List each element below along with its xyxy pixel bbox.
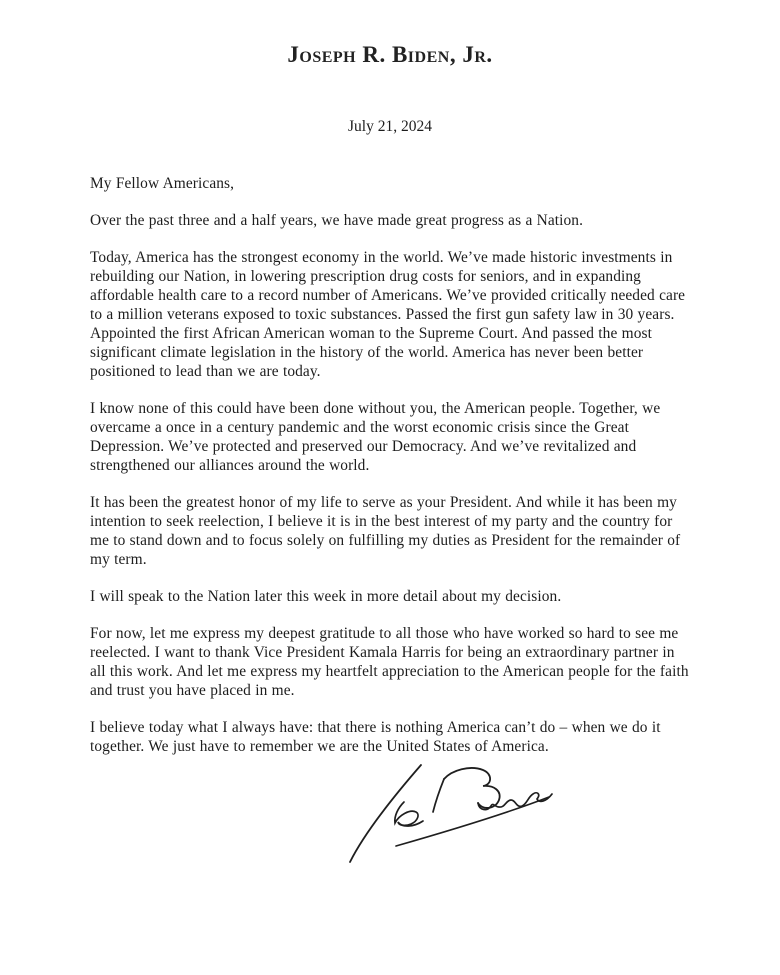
letterhead-name: Joseph R. Biden, Jr. [287,42,493,67]
paragraph-accomplishments: Today, America has the strongest economy in the world. We’ve made historic investments in rebuilding our Nation, in lowering prescription drug costs for seniors, and in expanding affordable health care to a record number of Americans. We’ve provided critically needed care to a million veterans exposed to toxic substances. Passed the first gun safety law in 30 years. Appointed the first African American woman to the Supreme Court. And passed the most significant climate legislation in the history of the world. America has never been better positioned to lead than we are today. [90,249,686,380]
paragraph-stand-down: It has been the greatest honor of my life to serve as your President. And while it has been my intention to seek reelection, I believe it is in the best interest of my party and the country for me to stand down and to focus solely on fulfilling my duties as President for the remainder of my term. [90,494,681,568]
paragraph-gratitude: For now, let me express my deepest gratitude to all those who have worked so hard to see me reelected. I want to thank Vice President Kamala Harris for being an extraordinary partner in all this work. And let me express my heartfelt appreciation to the American people for the faith and trust you have placed in me. [90,625,689,699]
paragraph-speak-later: I will speak to the Nation later this week in more detail about my decision. [90,588,562,605]
paragraph-closing: I believe today what I always have: that there is nothing America can’t do – when we do it together. We just have to remember we are the United States of America. [90,719,661,755]
salutation: My Fellow Americans, [90,175,235,192]
letter-date: July 21, 2024 [348,118,432,135]
signature-joe-biden [340,758,560,876]
paragraph-american-people: I know none of this could have been done without you, the American people. Together, we overcame a once in a century pandemic and the worst economic crisis since the Great Depression. We’ve protected and preserved our Democracy. And we’ve revitalized and strengthened our alliances around the world. [90,400,661,474]
paragraph-progress: Over the past three and a half years, we have made great progress as a Nation. [90,212,584,229]
signature-ink-icon [340,758,560,876]
letter-body [90,174,694,876]
letterhead [0,0,780,68]
